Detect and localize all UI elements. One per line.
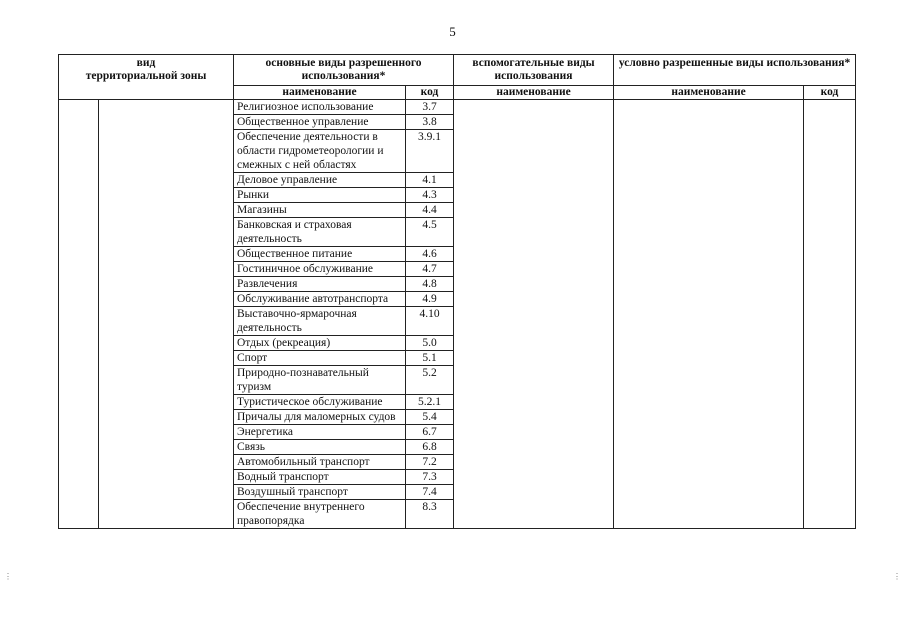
use-name-cell: Развлечения (234, 277, 406, 292)
use-name-cell: Выставочно-ярмарочная деятельность (234, 307, 406, 336)
table-body (59, 100, 856, 529)
use-name-cell: Обеспечение деятельности в области гидрометеорологии и смежных с ней областях (234, 130, 406, 173)
conditional-code-cell (804, 100, 856, 529)
use-code-cell: 5.2 (406, 366, 454, 395)
use-code-cell: 7.2 (406, 455, 454, 470)
use-name-cell: Воздушный транспорт (234, 485, 406, 500)
use-name-cell: Религиозное использование (234, 100, 406, 115)
use-code-cell: 7.4 (406, 485, 454, 500)
use-code-cell: 6.7 (406, 425, 454, 440)
main-uses-header: основные виды разрешенного использования* (234, 55, 454, 86)
use-code-cell: 5.2.1 (406, 395, 454, 410)
use-name-cell: Автомобильный транспорт (234, 455, 406, 470)
conditional-name-header: наименование (614, 86, 804, 100)
use-code-cell: 4.6 (406, 247, 454, 262)
permitted-uses-table (58, 54, 856, 529)
use-name-cell: Связь (234, 440, 406, 455)
conditional-name-cell (614, 100, 804, 529)
use-code-cell: 4.3 (406, 188, 454, 203)
auxiliary-uses-header: вспомогательные виды использования (454, 55, 614, 86)
conditional-uses-header: условно разрешенные виды использования* (614, 55, 856, 86)
conditional-code-header: код (804, 86, 856, 100)
use-code-cell: 6.8 (406, 440, 454, 455)
use-code-cell: 3.9.1 (406, 130, 454, 173)
use-name-cell: Энергетика (234, 425, 406, 440)
auxiliary-name-cell (454, 100, 614, 529)
zone-cell-b (99, 100, 234, 529)
scan-artifact: ⋮ (4, 572, 12, 581)
use-code-cell: 5.4 (406, 410, 454, 425)
zone-type-header-text: вид территориальной зоны (85, 57, 207, 82)
use-code-cell: 7.3 (406, 470, 454, 485)
use-name-cell: Магазины (234, 203, 406, 218)
use-name-cell: Рынки (234, 188, 406, 203)
table-row (59, 100, 856, 115)
use-code-cell: 4.10 (406, 307, 454, 336)
use-name-cell: Природно-познавательный туризм (234, 366, 406, 395)
header-row-1 (59, 55, 856, 86)
use-code-cell: 4.5 (406, 218, 454, 247)
use-code-cell: 3.8 (406, 115, 454, 130)
use-name-cell: Общественное управление (234, 115, 406, 130)
page-number: 5 (449, 24, 456, 39)
use-name-cell: Обеспечение внутреннего правопорядка (234, 500, 406, 529)
use-name-cell: Общественное питание (234, 247, 406, 262)
use-code-cell: 4.9 (406, 292, 454, 307)
use-name-cell: Туристическое обслуживание (234, 395, 406, 410)
auxiliary-name-header: наименование (454, 86, 614, 100)
use-code-cell: 4.4 (406, 203, 454, 218)
use-code-cell: 4.1 (406, 173, 454, 188)
use-name-cell: Водный транспорт (234, 470, 406, 485)
use-code-cell: 5.0 (406, 336, 454, 351)
use-name-cell: Спорт (234, 351, 406, 366)
use-name-cell: Деловое управление (234, 173, 406, 188)
main-name-header: наименование (234, 86, 406, 100)
scan-artifact: ⋮ (893, 572, 901, 581)
use-name-cell: Банковская и страховая деятельность (234, 218, 406, 247)
use-name-cell: Отдых (рекреация) (234, 336, 406, 351)
main-code-header: код (406, 86, 454, 100)
use-name-cell: Гостиничное обслуживание (234, 262, 406, 277)
zone-cell-a (59, 100, 99, 529)
use-code-cell: 4.8 (406, 277, 454, 292)
use-name-cell: Обслуживание автотранспорта (234, 292, 406, 307)
use-name-cell: Причалы для маломерных судов (234, 410, 406, 425)
use-code-cell: 4.7 (406, 262, 454, 277)
use-code-cell: 3.7 (406, 100, 454, 115)
use-code-cell: 8.3 (406, 500, 454, 529)
zone-type-header (59, 55, 234, 100)
use-code-cell: 5.1 (406, 351, 454, 366)
